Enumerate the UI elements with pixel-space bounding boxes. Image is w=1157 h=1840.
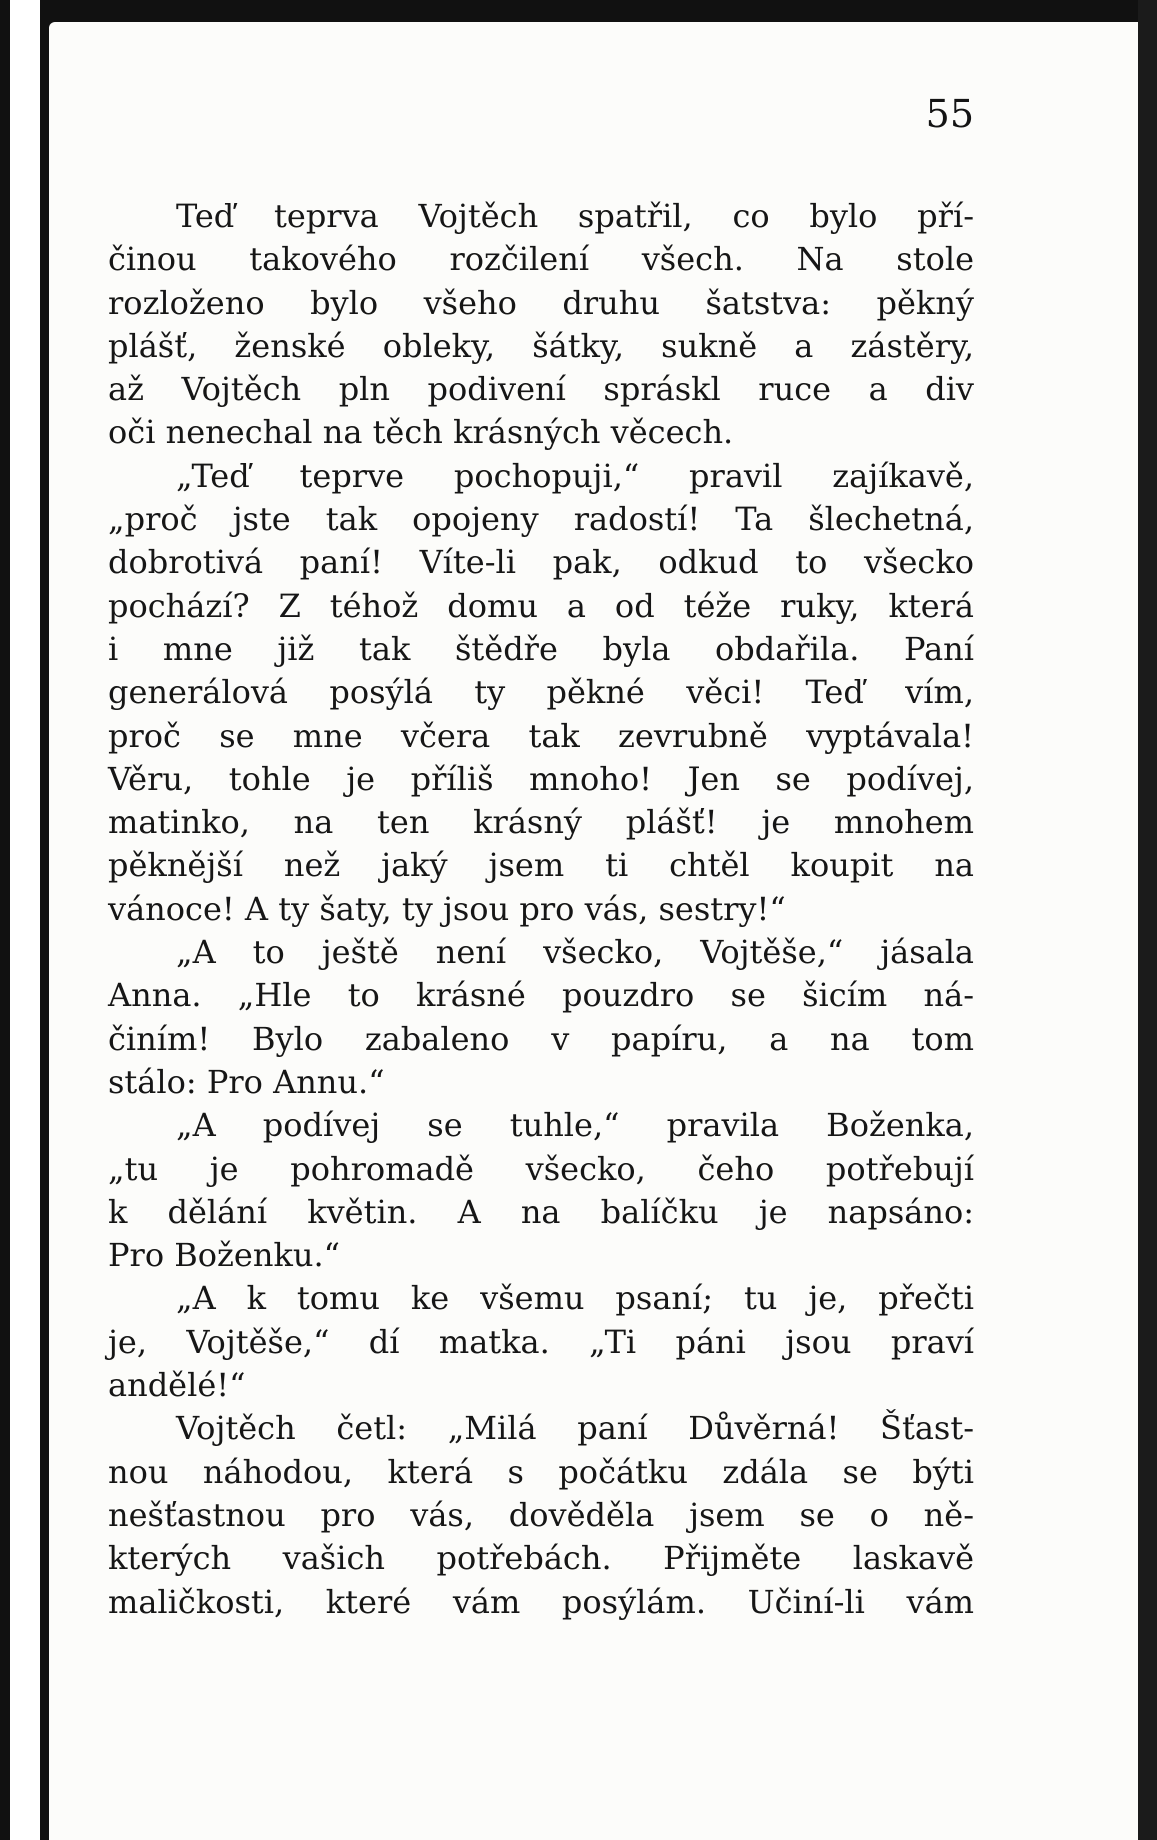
text-line: pochází? Z téhož domu a od téže ruky, která bbox=[108, 586, 974, 625]
text-line: stálo: Pro Annu.“ bbox=[108, 1062, 385, 1101]
text-line: vánoce! A ty šaty, ty jsou pro vás, sestry!“ bbox=[108, 889, 786, 928]
text-line: kterých vašich potřebách. Přijměte laskavě bbox=[108, 1539, 974, 1578]
text-line: nešťastnou pro vás, dověděla jsem se o ně- bbox=[108, 1495, 974, 1534]
text-line: andělé!“ bbox=[108, 1366, 246, 1405]
text-line: oči nenechal na těch krásných věcech. bbox=[108, 413, 734, 452]
text-line: činím! Bylo zabaleno v papíru, a na tom bbox=[108, 1019, 974, 1058]
text-line: „A k tomu ke všemu psaní; tu je, přečti bbox=[176, 1279, 974, 1318]
text-line: proč se mne včera tak zevrubně vyptávala! bbox=[108, 716, 974, 755]
text-line: Teď teprva Vojtěch spatřil, co bylo pří- bbox=[176, 197, 974, 235]
text-line: rozloženo bylo všeho druhu šatstva: pěkný bbox=[108, 283, 974, 322]
text-line: je, Vojtěše,“ dí matka. „Ti páni jsou praví bbox=[108, 1322, 974, 1361]
page-number: 55 bbox=[925, 92, 974, 136]
body-text bbox=[108, 195, 974, 1624]
text-line: „Teď teprve pochopuji,“ pravil zajíkavě, bbox=[176, 456, 974, 495]
text-line: až Vojtěch pln podivení spráskl ruce a div bbox=[108, 370, 974, 409]
text-line: Pro Boženku.“ bbox=[108, 1236, 340, 1275]
text-line: „A to ještě není všecko, Vojtěše,“ jásala bbox=[176, 933, 974, 972]
text-line: Věru, tohle je příliš mnoho! Jen se podívej, bbox=[108, 759, 974, 798]
text-line: i mne již tak štědře byla obdařila. Paní bbox=[108, 629, 974, 668]
text-line: generálová posýlá ty pěkné věci! Teď vím, bbox=[108, 673, 974, 712]
text-line: pěknější než jaký jsem ti chtěl koupit na bbox=[108, 846, 974, 885]
text-line: „tu je pohromadě všecko, čeho potřebují bbox=[108, 1149, 974, 1188]
text-line: „A podívej se tuhle,“ pravila Boženka, bbox=[176, 1106, 974, 1145]
text-line: maličkosti, které vám posýlám. Učiní-li vám bbox=[108, 1582, 974, 1621]
text-line: nou náhodou, která s počátku zdála se býti bbox=[108, 1452, 974, 1491]
adjacent-page-edge bbox=[10, 0, 40, 1840]
text-line: k dělání květin. A na balíčku je napsáno: bbox=[108, 1192, 974, 1231]
text-line: Anna. „Hle to krásné pouzdro se šicím ná- bbox=[108, 976, 974, 1015]
page-right-edge-shadow bbox=[1138, 0, 1157, 1840]
text-line: matinko, na ten krásný plášť! je mnohem bbox=[108, 803, 974, 842]
text-line: dobrotivá paní! Víte-li pak, odkud to všecko bbox=[108, 543, 974, 582]
text-line: plášť, ženské obleky, šátky, sukně a zástěry, bbox=[108, 326, 974, 365]
text-line: Vojtěch četl: „Milá paní Důvěrná! Šťast- bbox=[176, 1409, 974, 1448]
text-line: „proč jste tak opojeny radostí! Ta šlechetná, bbox=[108, 500, 974, 539]
text-line: činou takového rozčilení všech. Na stole bbox=[108, 240, 974, 279]
